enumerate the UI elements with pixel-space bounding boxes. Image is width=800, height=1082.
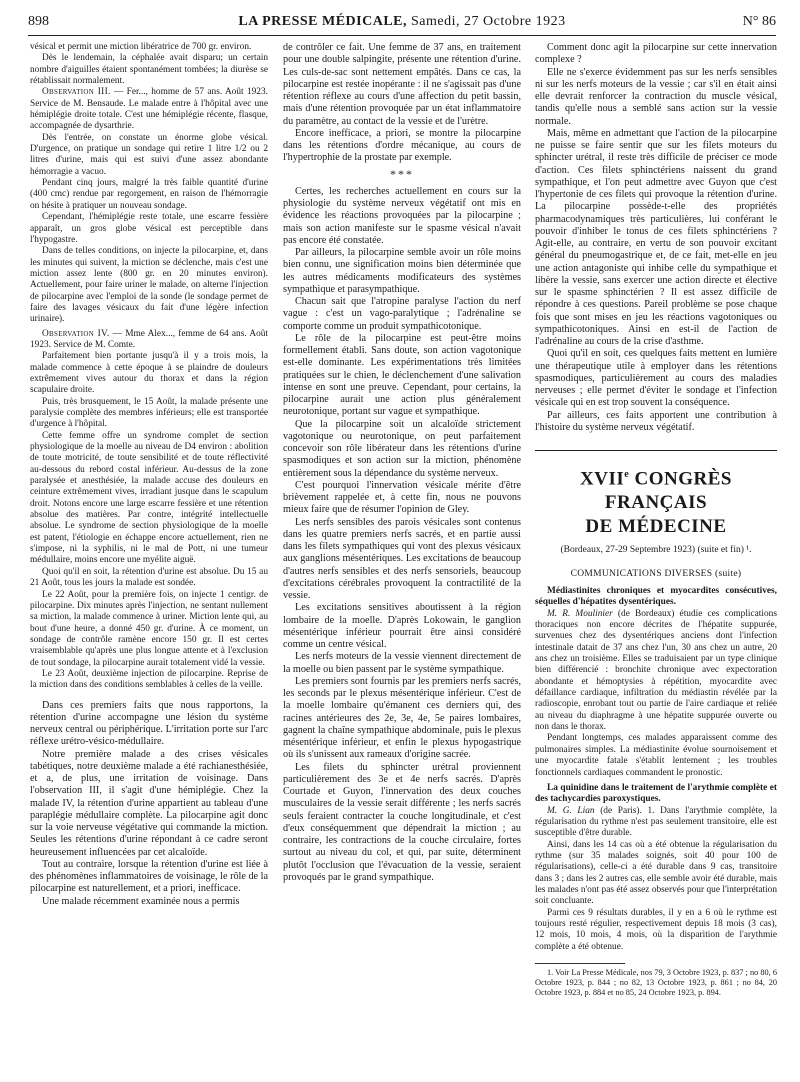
- observation-4: [30, 329, 268, 352]
- article-text: (de Bordeaux) étudie ces complications thoraciques non encore décrites de l'hépatite suppurée, survenues chez des dysentériques anciens dont l'infection intestinale datait de 37 ans chez l'un, 30 ans chez un autre, 20 ans chez un troisième. Elles se traduisaient par un type clinique bien différencié : bronchite chronique avec expectoration abondante et hémoptysies à répétition, myocardite avec défaillance cardiaque, infiltration du médiastin révélée par la radioscopie, enrobant tout ou partie de l'aire cardiaque et reliée au niveau du diaphragme à une hépatite suppurée ouverte ou non dans le thorax.: [535, 608, 777, 733]
- paragraph: Quoi qu'il en soit, la rétention d'urine est absolue. Du 15 au 21 Août, tous les jours la malade est sondée.: [30, 566, 268, 589]
- congress-title: CONGRÈS FRANÇAIS: [604, 468, 732, 514]
- paragraph: Encore inefficace, a priori, se montre la pilocarpine dans les rétentions d'ordre mécanique, au cours de l'hypertrophie de la prostate par exemple.: [283, 127, 521, 164]
- congress-heading: [535, 450, 777, 539]
- footnote-rule: [535, 963, 625, 964]
- header-rule: [28, 35, 776, 36]
- discussion-block: [30, 700, 268, 908]
- journal-title: [28, 14, 776, 30]
- paragraph: Pendant cinq jours, malgré la très faible quantité d'urine (400 cmc) rendue par regorgement, en raison de l'hémorragie on hésite à pratiquer un nouveau sondage.: [30, 178, 268, 211]
- paragraph: Ainsi, dans les 14 cas où a été obtenue la régularisation du rythme (sur 35 malades soignés, soit 40 pour 100 de régularisations), celle-ci a été durable dans 9 cas, transitoire dans 3 ; dans les 2 autres cas, elle semble avoir été durable, mais les malades n'ont pas été assez observés pour que l'interprétation soit concluante.: [535, 839, 777, 907]
- paragraph: Les nerfs moteurs de la vessie viennent directement de la moelle ou bien passent par le système sympathique.: [283, 651, 521, 675]
- paragraph: Le 23 Août, deuxième injection de pilocarpine. Reprise de la miction dans des conditions semblables à celles de la veille.: [30, 668, 268, 691]
- paragraph: Le rôle de la pilocarpine est peut-être moins formellement établi. Sans doute, son action vagotonique est-elle dominante. Les expérimentations très limitées pratiquées sur le chien, le déclenchement d'une salivation intense en sont une preuve. Cependant, pour certains, la pilocarpine aurait une action plus généralement neurotonique, portant sur vague et sympathique.: [283, 332, 521, 418]
- article-author: M. G. Lian: [547, 805, 595, 816]
- paragraph: Une malade récemment examinée nous a permis: [42, 895, 240, 907]
- paragraph: Elle ne s'exerce évidemment pas sur les nerfs sensibles ni sur les nerfs moteurs de la vessie ; car s'il en était ainsi elle devrait renforcer la contraction du muscle vésical, tandis qu'elle nous a semblé sans action sur la vessie normale.: [535, 66, 777, 127]
- paragraph: Les premiers sont fournis par les premiers nerfs sacrés, les seconds par le plexus mésentérique inférieur. C'est de la moelle lombaire qu'émanent ces derniers qui, des racines antérieures des 2e, 3e, 4e, 5e paires lombaires, gagnent la chaîne sympathique abdominale, puis le plexus mésentérique inférieur, et enfin le plexus hypogastrique où ils s'unissent aux rameaux d'origine sacrée.: [283, 675, 521, 761]
- paragraph: Parmi ces 9 résultats durables, il y en a 6 où le rythme est toujours resté régulier, respectivement depuis 18 mois (3 cas), 12 mois, 10 mois, 4 mois, où la disparition de l'arythmie complète a été obtenue.: [535, 907, 777, 952]
- paragraph: Chacun sait que l'atropine paralyse l'action du nerf vague : c'est un vago-paralytique ; l'adrénaline se comporte comme un produit sympathicotonique.: [283, 296, 521, 332]
- observation-text: — Mme Alex..., femme de 64 ans. Août 1923. Service de M. Comte.: [30, 328, 268, 350]
- paragraph: Dans ces premiers faits que nous rapportons, la rétention d'urine accompagne une lésion du système nerveux central ou périphérique. L'irritation porte sur l'arc réflexe urétro-vésico-médullaire.: [30, 699, 268, 748]
- column-3: [535, 42, 777, 1077]
- paragraph: Puis, très brusquement, le 15 Août, la malade présente une paralysie complète des membres inférieurs; elle est transportée d'urgence à l'hôpital.: [30, 396, 268, 430]
- paragraph: de contrôler ce fait. Une femme de 37 ans, en traitement pour une double salpingite, présente une rétention d'urine. Les culs-de-sac sont nettement empâtés. Dans ce cas, la pilocarpine est restée inopérante : il ne s'agissait pas d'une rétention réflexe au cours d'une affection du petit bassin, mais d'une rétention provoquée par un état inflammatoire du paramètre, au contact de la vessie et de l'urètre.: [283, 42, 521, 127]
- section-title: COMMUNICATIONS DIVERSES (suite): [570, 568, 742, 579]
- article-title: La quinidine dans le traitement de l'arythmie complète et des tachycardies paroxystiques.: [535, 782, 777, 805]
- page-header: [28, 14, 776, 32]
- paragraph: Par ailleurs, la pilocarpine semble avoir un rôle moins bien connu, une signification moins bien déterminée que les autres médicaments modificateurs des systèmes sympathique et parasympathique.: [283, 247, 521, 295]
- paragraph: Par ailleurs, ces faits apportent une contribution à l'histoire du système nerveux végétatif.: [535, 409, 777, 433]
- paragraph: Certes, les recherches actuellement en cours sur la physiologie du système nerveux végétatif ont mis en évidence les réactions provoquées par la pilocarpine ; mais son action manifeste sur le spasme vésical n'avait pas encore été constatée.: [283, 185, 521, 246]
- congress-subtitle: (Bordeaux, 27-29 Septembre 1923) (suite et fin) ¹.: [560, 545, 752, 556]
- column-1: [30, 42, 268, 1080]
- paragraph: Pendant longtemps, ces malades apparaissent comme des pulmonaires simples. La médiastinite évolue sournoisement et une myocardite fatale s'établit lentement ; les troubles fonctionnels cardiaques commandent le pronostic.: [535, 733, 777, 778]
- paragraph: Tout au contraire, lorsque la rétention d'urine est liée à des phénomènes inflammatoires de voisinage, le rôle de la pilocarpine est naturellement, et a priori, inefficace.: [30, 858, 268, 895]
- paragraph: Que la pilocarpine soit un alcaloïde strictement vagotonique ou neurotonique, on peut parfaitement concevoir son rôle libérateur dans les rétentions d'urine spasmodiques et son action sur la miction, phénomène entièrement sous la dépendance du système nerveux.: [283, 418, 521, 479]
- paragraph: Parfaitement bien portante jusqu'à il y a trois mois, la malade commence à cette époque à se plaindre de douleurs extrêmement vives autour du thorax et dans la région scapulaire droite.: [30, 351, 268, 396]
- article-body: [535, 609, 777, 734]
- paragraph: Dans de telles conditions, on injecte la pilocarpine, et, dans les minutes qui suivent, la miction se déclenche, mais c'est une miction assez lente (800 gr. en 20 minutes environ). Actuellement, pour faire uriner le malade, on alterne l'injection de pilocarpine avec l'emploi de la sonde (le sondage permet de faire des lavages vésicaux du fait d'une légère infection urinaire).: [30, 246, 268, 325]
- conclusion-block: [535, 42, 777, 434]
- paragraph: Mais, même en admettant que l'action de la pilocarpine ne puisse se faire sentir que sur les filets moteurs du sphincter urétral, il reste très difficile de préciser ce mode d'action. Ces filets sphinctériens naissent du grand sympathique, et l'on peut admettre avec Guyon que c'est l'hypertonie de ces filets qui provoque la rétention d'urine. La pilocarpine possède-t-elle des propriétés pharmacodynamiques très particulières, lui conférant le pouvoir d'inhiber le tonus de ces filets sphinctériens ? Agit-elle, au contraire, en vertu de son pouvoir excitant général du pneumogastrique et, de ce fait, met-elle en jeu une action antagoniste qui inhibe celle du sympathique et libère la vessie, sans exercer une action directe et élective sur le spasme sphinctérien ? Il est assez difficile de répondre à ces questions. Pareil problème se pose chaque fois que sont mises en jeu les réactions vagotoniques ou sympathicotoniques. Ainsi en est-il de l'action de l'adrénaline au cours de la crise d'asthme.: [535, 127, 777, 347]
- page-number: 898: [28, 14, 49, 29]
- article-author: M. R. Moulinier: [547, 608, 613, 619]
- article-title: Médiastinites chroniques et myocardites consécutives, séquelles d'hépatites dysentériques.: [535, 586, 777, 608]
- paragraph: Dès l'entrée, on constate un énorme globe vésical. D'urgence, on pratique un sondage qui retire 1 litre 1/2 ou 2 litres d'urine, mais qui est suivi d'une assez abondante hémorragie a vacuo.: [30, 132, 268, 177]
- observation-label: Observation IV.: [42, 328, 110, 339]
- paragraph: Les excitations sensitives aboutissent à la région lombaire de la moelle. D'après Lokowain, le ganglion mésentérique inférieur pourrait être ainsi considéré comme un centre vésical.: [283, 602, 521, 651]
- paragraph: Quoi qu'il en soit, ces quelques faits mettent en lumière une thérapeutique utile à employer dans les rétentions spasmodiques, particulièrement au cours des maladies nerveuses ; elle permet d'éviter le sondage et l'infection vésicale qui en est trop souvent la conséquence.: [535, 348, 777, 409]
- congress-sup: e: [624, 469, 630, 480]
- paragraph: Les filets du sphincter urétral proviennent particulièrement des 3e et 4e nerfs sacrés. D'après Courtade et Guyon, l'innervation des deux couches musculaires de la vessie serait différente ; les nerfs sacrés seuls feraient contracter la couche longitudinale, et c'est d'eux conséquemment que dépendrait la miction ; au contraire, les contractions de la couche circulaire, fortes surtout au niveau du col, et qui, par suite, déterminent plutôt l'occlusion que l'évacuation de la vessie, seraient provoqués par le grand sympathique.: [283, 761, 521, 883]
- issue-number: N° 86: [742, 14, 776, 29]
- paragraph: Dès le lendemain, la céphalée avait disparu; un certain nombre d'aiguilles étaient spontanément tombées; la diurèse se rétablissait normalement.: [30, 53, 268, 87]
- journal-name: LA PRESSE MÉDICALE,: [238, 14, 407, 29]
- paragraph: C'est pourquoi l'innervation vésicale mérite d'être brièvement rappelée et, à cette fin, nous ne pouvons mieux faire que de résumer l'opinion de Gley.: [283, 479, 521, 516]
- paragraph: Le 22 Août, pour la première fois, on injecte 1 centigr. de pilocarpine. Dix minutes après l'injection, ne sentant nullement sa miction, la malade commence à uriner. Miction lente qui, au bout d'une heure, a donné 450 gr. d'urine. À ce moment, un sondage de contrôle ramène encore 150 gr. Il est certes vraisemblable qu'après une plus longue attente et à l'exclusion de tout sondage, la pilocarpine aurait totalement vidé la vessie.: [30, 589, 268, 668]
- paragraph: Cependant, l'hémiplégie reste totale, une escarre fessière apparaît, un gros globe vésical est perceptible dans l'hypogastre.: [30, 212, 268, 245]
- observation-label: Observation III.: [42, 87, 111, 98]
- section-stars: ***: [390, 166, 414, 181]
- paragraph: Cette femme offre un syndrome complet de section physiologique de la moelle au niveau de D4 environ : abolition de toute motricité, de toute sensibilité et de toute réflectivité au-dessous du rebord costal inférieur. Au-dessus de la zone paralysée et anesthésiée, la malade accuse des douleurs en ceinture extrêmement vives, irradiant jusque dans le scapulum droit. Notons encore une large escarre fessière et une rétention absolue des matières. Par contre, intégrité intellectuelle absolue. Le syndrome de section physiologique de la moelle est patent, l'étiologie en échappe encore actuellement, rien ne s'impose, ni la syphilis, ni le mal de Pott, ni une tumeur médullaire, moins encore une myélite aiguë.: [30, 430, 268, 566]
- observation-3: [30, 87, 268, 132]
- congress-number: XVII: [580, 468, 625, 490]
- paragraph: Les nerfs sensibles des parois vésicales sont contenus dans les quatre premiers nerfs sacrés, et en partie aussi dans les filets sympathiques qui vont des plexus vésicaux aux ganglions mésentériques. Les excitations de beaucoup d'autres nerfs sensibles et des nerfs sensoriels, beaucoup d'excitations cérébrales provoquent la contractilité de la vessie.: [283, 516, 521, 602]
- paragraph: Comment donc agit la pilocarpine sur cette innervation complexe ?: [535, 42, 777, 66]
- issue-date: Samedi, 27 Octobre 1923: [411, 14, 566, 29]
- paragraph: Notre première malade a des crises vésicales tabétiques, notre deuxième malade a été rachianesthésiée, et a, de plus, une irritation de voisinage. Dans l'observation III, il s'agit d'une hémiplégie. Chez la malade IV, la rétention d'urine appartient au tableau d'une paraplégie médullaire complète. La pilocarpine agit donc sur la voie nerveuse végétative qui commande la miction. Seules les rétentions d'urine répondant à ce cadre seront heureusement influencées par cet alcaloïde.: [30, 748, 268, 858]
- article-body: [535, 806, 777, 840]
- article-text: (de Paris). 1. Dans l'arythmie complète, la régularisation du rythme n'est pas seulement transitoire, elle est susceptible d'être durable.: [535, 805, 777, 839]
- column-2: [283, 42, 521, 1072]
- congress-title-2: DE MÉDECINE: [585, 516, 727, 538]
- footnote: 1. Voir La Presse Médicale, nos 79, 3 Octobre 1923, p. 837 ; no 80, 6 Octobre 1923, p. 844 ; no 82, 13 Octobre 1923, p. 861 ; no 84, 20 Octobre 1923, p. 884 et no 85, 24 Octobre 1923, p. 894.: [535, 968, 777, 998]
- paragraph: vésical et permit une miction libératrice de 700 gr. environ.: [30, 42, 252, 52]
- observation-text: — Fer..., homme de 57 ans. Août 1923. Service de M. Bensaude. Le malade entre à l'hôpital avec une hémiplégie droite totale. C'est une hémiplégie récente, flasque, accompagnée de dysarthrie.: [30, 87, 268, 132]
